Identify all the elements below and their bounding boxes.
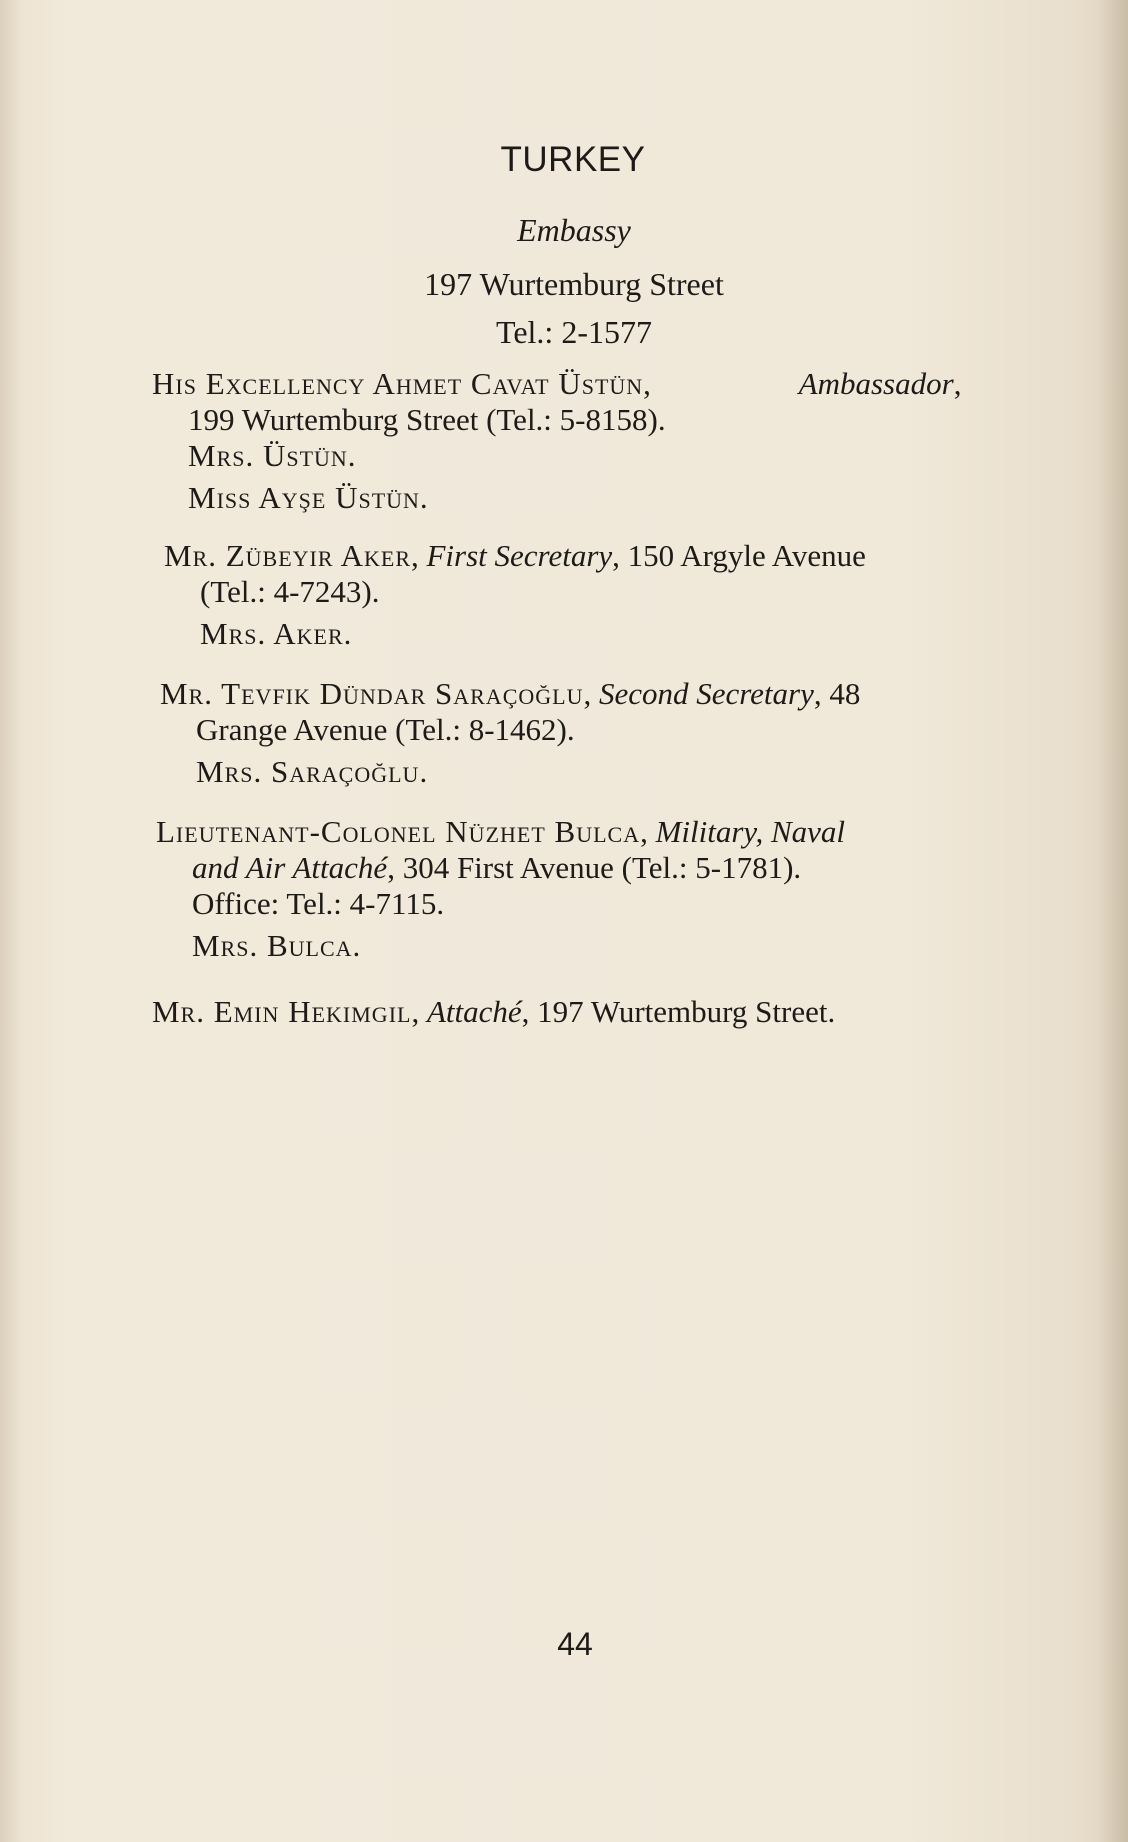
staff-name: Mr. Zübeyir Aker xyxy=(164,538,411,573)
staff-entry-attache: Mr. Emin Hekimgil, Attaché, 197 Wurtemburg Street. xyxy=(152,994,836,1029)
staff-entry-military-attache: Lieutenant-Colonel Nüzhet Bulca, Military, Naval and Air Attaché, 304 First Avenue (Tel.: 5-1781). Office: Tel.: 4-7115. Mrs. Bulca. xyxy=(156,814,1090,964)
staff-name: Lieutenant-Colonel Nüzhet Bulca xyxy=(156,814,641,849)
staff-list xyxy=(152,366,1090,1048)
staff-name: Mr. Tevfik Dündar Saraçoğlu xyxy=(160,676,584,711)
staff-name: Mr. Emin Hekimgil xyxy=(152,994,412,1029)
embassy-phone: Tel.: 2-1577 xyxy=(496,314,652,350)
family-member: Mrs. Bulca. xyxy=(192,928,362,963)
staff-detail: 48 xyxy=(829,676,861,711)
staff-detail: 199 Wurtemburg Street (Tel.: 5-8158). xyxy=(188,402,666,437)
family-member: Miss Ayşe Üstün. xyxy=(188,480,429,515)
staff-detail: 197 Wurtemburg Street. xyxy=(537,994,836,1029)
family-member: Mrs. Aker. xyxy=(200,616,353,651)
staff-title: Military, Naval xyxy=(655,814,846,849)
family-member: Mrs. Üstün. xyxy=(188,438,357,473)
staff-title: Second Secretary xyxy=(598,676,814,711)
staff-title: First Secretary xyxy=(426,538,613,573)
mission-type: Embassy xyxy=(517,212,631,248)
staff-name: His Excellency Ahmet Cavat Üstün xyxy=(152,366,644,401)
staff-detail: 304 First Avenue (Tel.: 5-1781). xyxy=(402,850,802,885)
staff-detail-cont: (Tel.: 4-7243). xyxy=(200,574,380,609)
staff-title-cont: and Air Attaché xyxy=(192,850,388,885)
staff-entry-second-secretary: Mr. Tevfik Dündar Saraçoğlu, Second Secretary, 48 Grange Avenue (Tel.: 8-1462). Mrs. Saraçoğlu. xyxy=(160,676,1090,790)
staff-entry-ambassador: His Excellency Ahmet Cavat Üstün, Ambassador, 199 Wurtemburg Street (Tel.: 5-8158). Mrs. Üstün. Miss Ayşe Üstün. xyxy=(152,366,1090,516)
family-member: Mrs. Saraçoğlu. xyxy=(196,754,429,789)
staff-detail-cont: Grange Avenue (Tel.: 8-1462). xyxy=(196,712,575,747)
staff-title: Attaché xyxy=(426,994,522,1029)
staff-detail: 150 Argyle Avenue xyxy=(627,538,866,573)
staff-title: Ambassador xyxy=(798,366,954,401)
page-number: 44 xyxy=(557,1626,593,1662)
country-heading: TURKEY xyxy=(500,140,646,179)
staff-office-phone: Office: Tel.: 4-7115. xyxy=(192,886,445,921)
staff-entry-first-secretary: Mr. Zübeyir Aker, First Secretary, 150 Argyle Avenue (Tel.: 4-7243). Mrs. Aker. xyxy=(164,538,1090,652)
embassy-address: 197 Wurtemburg Street xyxy=(424,266,724,302)
